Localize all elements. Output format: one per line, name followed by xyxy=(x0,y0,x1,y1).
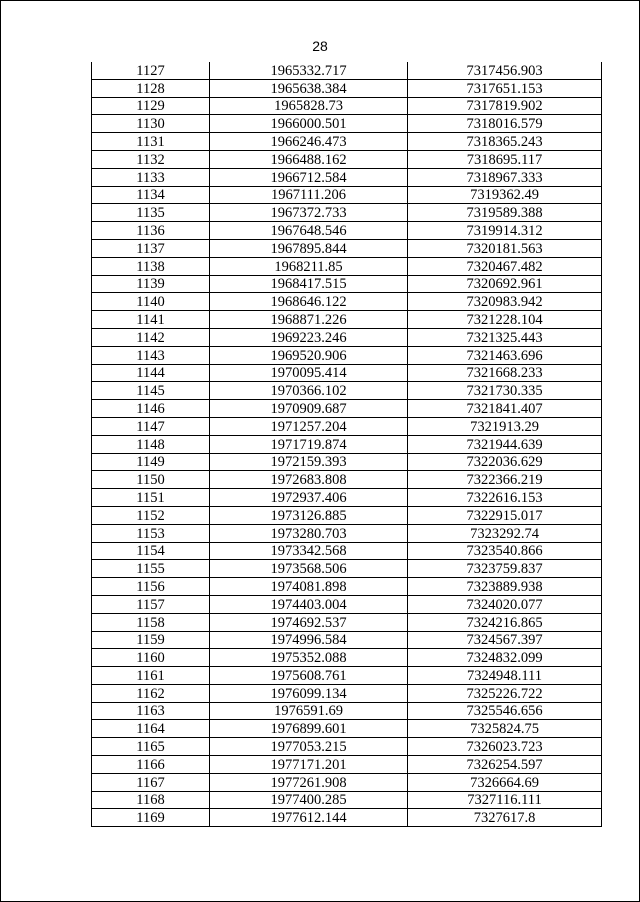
x-coordinate-cell: 1973126.885 xyxy=(210,506,408,524)
x-coordinate-cell: 1965638.384 xyxy=(210,79,408,97)
x-coordinate-cell: 1973280.703 xyxy=(210,524,408,542)
table-row xyxy=(92,524,602,542)
point-number-cell: 1145 xyxy=(92,382,210,400)
x-coordinate-cell: 1967372.733 xyxy=(210,204,408,222)
x-coordinate-cell: 1969223.246 xyxy=(210,328,408,346)
point-number-cell: 1140 xyxy=(92,293,210,311)
point-number-cell: 1164 xyxy=(92,720,210,738)
table-row xyxy=(92,631,602,649)
x-coordinate-cell: 1967111.206 xyxy=(210,186,408,204)
point-number-cell: 1156 xyxy=(92,578,210,596)
y-coordinate-cell: 7324020.077 xyxy=(408,595,602,613)
y-coordinate-cell: 7319914.312 xyxy=(408,222,602,240)
table-row xyxy=(92,506,602,524)
point-number-cell: 1127 xyxy=(92,62,210,79)
table-row xyxy=(92,560,602,578)
table-row xyxy=(92,62,602,79)
point-number-cell: 1146 xyxy=(92,400,210,418)
point-number-cell: 1142 xyxy=(92,328,210,346)
point-number-cell: 1152 xyxy=(92,506,210,524)
table-row xyxy=(92,595,602,613)
y-coordinate-cell: 7322915.017 xyxy=(408,506,602,524)
y-coordinate-cell: 7321228.104 xyxy=(408,311,602,329)
point-number-cell: 1168 xyxy=(92,791,210,809)
point-number-cell: 1150 xyxy=(92,471,210,489)
table-row xyxy=(92,275,602,293)
y-coordinate-cell: 7323759.837 xyxy=(408,560,602,578)
point-number-cell: 1141 xyxy=(92,311,210,329)
table-row xyxy=(92,293,602,311)
y-coordinate-cell: 7318967.333 xyxy=(408,168,602,186)
y-coordinate-cell: 7317651.153 xyxy=(408,79,602,97)
x-coordinate-cell: 1972159.393 xyxy=(210,453,408,471)
x-coordinate-cell: 1967895.844 xyxy=(210,239,408,257)
table-row xyxy=(92,204,602,222)
y-coordinate-cell: 7321841.407 xyxy=(408,400,602,418)
point-number-cell: 1153 xyxy=(92,524,210,542)
point-number-cell: 1143 xyxy=(92,346,210,364)
y-coordinate-cell: 7322616.153 xyxy=(408,489,602,507)
y-coordinate-cell: 7327617.8 xyxy=(408,809,602,827)
y-coordinate-cell: 7324948.111 xyxy=(408,667,602,685)
y-coordinate-cell: 7327116.111 xyxy=(408,791,602,809)
page-number: 28 xyxy=(312,38,328,54)
x-coordinate-cell: 1975352.088 xyxy=(210,649,408,667)
x-coordinate-cell: 1967648.546 xyxy=(210,222,408,240)
table-row xyxy=(92,328,602,346)
y-coordinate-cell: 7323292.74 xyxy=(408,524,602,542)
table-row xyxy=(92,773,602,791)
table-row xyxy=(92,702,602,720)
table-row xyxy=(92,222,602,240)
x-coordinate-cell: 1966488.162 xyxy=(210,150,408,168)
x-coordinate-cell: 1974081.898 xyxy=(210,578,408,596)
point-number-cell: 1136 xyxy=(92,222,210,240)
point-number-cell: 1165 xyxy=(92,738,210,756)
table-row xyxy=(92,453,602,471)
point-number-cell: 1167 xyxy=(92,773,210,791)
table-row xyxy=(92,435,602,453)
table-row xyxy=(92,578,602,596)
x-coordinate-cell: 1973568.506 xyxy=(210,560,408,578)
y-coordinate-cell: 7326023.723 xyxy=(408,738,602,756)
point-number-cell: 1147 xyxy=(92,417,210,435)
table-row xyxy=(92,400,602,418)
y-coordinate-cell: 7317456.903 xyxy=(408,62,602,79)
x-coordinate-cell: 1968871.226 xyxy=(210,311,408,329)
y-coordinate-cell: 7319362.49 xyxy=(408,186,602,204)
y-coordinate-cell: 7318016.579 xyxy=(408,115,602,133)
table-row xyxy=(92,489,602,507)
table-row xyxy=(92,311,602,329)
point-number-cell: 1157 xyxy=(92,595,210,613)
y-coordinate-cell: 7321325.443 xyxy=(408,328,602,346)
point-number-cell: 1137 xyxy=(92,239,210,257)
x-coordinate-cell: 1971719.874 xyxy=(210,435,408,453)
point-number-cell: 1158 xyxy=(92,613,210,631)
table-row xyxy=(92,756,602,774)
y-coordinate-cell: 7322366.219 xyxy=(408,471,602,489)
x-coordinate-cell: 1965332.717 xyxy=(210,62,408,79)
point-number-cell: 1131 xyxy=(92,133,210,151)
y-coordinate-cell: 7326664.69 xyxy=(408,773,602,791)
table-row xyxy=(92,133,602,151)
x-coordinate-cell: 1968211.85 xyxy=(210,257,408,275)
y-coordinate-cell: 7318695.117 xyxy=(408,150,602,168)
point-number-cell: 1129 xyxy=(92,97,210,115)
table-row xyxy=(92,150,602,168)
table-row xyxy=(92,364,602,382)
table-row xyxy=(92,649,602,667)
coordinates-table-body xyxy=(92,62,602,827)
y-coordinate-cell: 7326254.597 xyxy=(408,756,602,774)
table-row xyxy=(92,168,602,186)
y-coordinate-cell: 7325824.75 xyxy=(408,720,602,738)
y-coordinate-cell: 7320983.942 xyxy=(408,293,602,311)
y-coordinate-cell: 7323540.866 xyxy=(408,542,602,560)
point-number-cell: 1155 xyxy=(92,560,210,578)
point-number-cell: 1161 xyxy=(92,667,210,685)
y-coordinate-cell: 7319589.388 xyxy=(408,204,602,222)
x-coordinate-cell: 1973342.568 xyxy=(210,542,408,560)
point-number-cell: 1130 xyxy=(92,115,210,133)
y-coordinate-cell: 7321463.696 xyxy=(408,346,602,364)
y-coordinate-cell: 7321944.639 xyxy=(408,435,602,453)
x-coordinate-cell: 1971257.204 xyxy=(210,417,408,435)
table-row xyxy=(92,115,602,133)
x-coordinate-cell: 1969520.906 xyxy=(210,346,408,364)
x-coordinate-cell: 1976899.601 xyxy=(210,720,408,738)
table-row xyxy=(92,417,602,435)
table-row xyxy=(92,738,602,756)
x-coordinate-cell: 1976591.69 xyxy=(210,702,408,720)
y-coordinate-cell: 7321913.29 xyxy=(408,417,602,435)
table-row xyxy=(92,809,602,827)
x-coordinate-cell: 1976099.134 xyxy=(210,684,408,702)
point-number-cell: 1162 xyxy=(92,684,210,702)
table-row xyxy=(92,97,602,115)
x-coordinate-cell: 1965828.73 xyxy=(210,97,408,115)
x-coordinate-cell: 1966712.584 xyxy=(210,168,408,186)
point-number-cell: 1166 xyxy=(92,756,210,774)
table-row xyxy=(92,791,602,809)
y-coordinate-cell: 7321668.233 xyxy=(408,364,602,382)
table-row xyxy=(92,684,602,702)
y-coordinate-cell: 7325226.722 xyxy=(408,684,602,702)
x-coordinate-cell: 1970909.687 xyxy=(210,400,408,418)
point-number-cell: 1169 xyxy=(92,809,210,827)
point-number-cell: 1138 xyxy=(92,257,210,275)
x-coordinate-cell: 1966246.473 xyxy=(210,133,408,151)
y-coordinate-cell: 7324832.099 xyxy=(408,649,602,667)
table-row xyxy=(92,720,602,738)
point-number-cell: 1149 xyxy=(92,453,210,471)
point-number-cell: 1132 xyxy=(92,150,210,168)
x-coordinate-cell: 1968646.122 xyxy=(210,293,408,311)
x-coordinate-cell: 1977053.215 xyxy=(210,738,408,756)
table-row xyxy=(92,667,602,685)
table-row xyxy=(92,239,602,257)
point-number-cell: 1134 xyxy=(92,186,210,204)
table-row xyxy=(92,257,602,275)
y-coordinate-cell: 7323889.938 xyxy=(408,578,602,596)
x-coordinate-cell: 1977171.201 xyxy=(210,756,408,774)
y-coordinate-cell: 7320181.563 xyxy=(408,239,602,257)
y-coordinate-cell: 7324567.397 xyxy=(408,631,602,649)
x-coordinate-cell: 1977261.908 xyxy=(210,773,408,791)
table-row xyxy=(92,471,602,489)
y-coordinate-cell: 7325546.656 xyxy=(408,702,602,720)
y-coordinate-cell: 7317819.902 xyxy=(408,97,602,115)
x-coordinate-cell: 1974996.584 xyxy=(210,631,408,649)
x-coordinate-cell: 1972937.406 xyxy=(210,489,408,507)
point-number-cell: 1159 xyxy=(92,631,210,649)
y-coordinate-cell: 7320692.961 xyxy=(408,275,602,293)
x-coordinate-cell: 1974692.537 xyxy=(210,613,408,631)
x-coordinate-cell: 1968417.515 xyxy=(210,275,408,293)
point-number-cell: 1163 xyxy=(92,702,210,720)
point-number-cell: 1135 xyxy=(92,204,210,222)
coordinates-table xyxy=(91,62,602,827)
x-coordinate-cell: 1972683.808 xyxy=(210,471,408,489)
point-number-cell: 1133 xyxy=(92,168,210,186)
y-coordinate-cell: 7320467.482 xyxy=(408,257,602,275)
x-coordinate-cell: 1977400.285 xyxy=(210,791,408,809)
y-coordinate-cell: 7322036.629 xyxy=(408,453,602,471)
point-number-cell: 1154 xyxy=(92,542,210,560)
table-row xyxy=(92,79,602,97)
x-coordinate-cell: 1970366.102 xyxy=(210,382,408,400)
table-row xyxy=(92,186,602,204)
point-number-cell: 1144 xyxy=(92,364,210,382)
point-number-cell: 1151 xyxy=(92,489,210,507)
point-number-cell: 1148 xyxy=(92,435,210,453)
x-coordinate-cell: 1970095.414 xyxy=(210,364,408,382)
table-row xyxy=(92,613,602,631)
x-coordinate-cell: 1975608.761 xyxy=(210,667,408,685)
point-number-cell: 1139 xyxy=(92,275,210,293)
point-number-cell: 1128 xyxy=(92,79,210,97)
y-coordinate-cell: 7321730.335 xyxy=(408,382,602,400)
x-coordinate-cell: 1977612.144 xyxy=(210,809,408,827)
x-coordinate-cell: 1966000.501 xyxy=(210,115,408,133)
y-coordinate-cell: 7318365.243 xyxy=(408,133,602,151)
table-row xyxy=(92,542,602,560)
point-number-cell: 1160 xyxy=(92,649,210,667)
table-row xyxy=(92,346,602,364)
table-row xyxy=(92,382,602,400)
y-coordinate-cell: 7324216.865 xyxy=(408,613,602,631)
x-coordinate-cell: 1974403.004 xyxy=(210,595,408,613)
